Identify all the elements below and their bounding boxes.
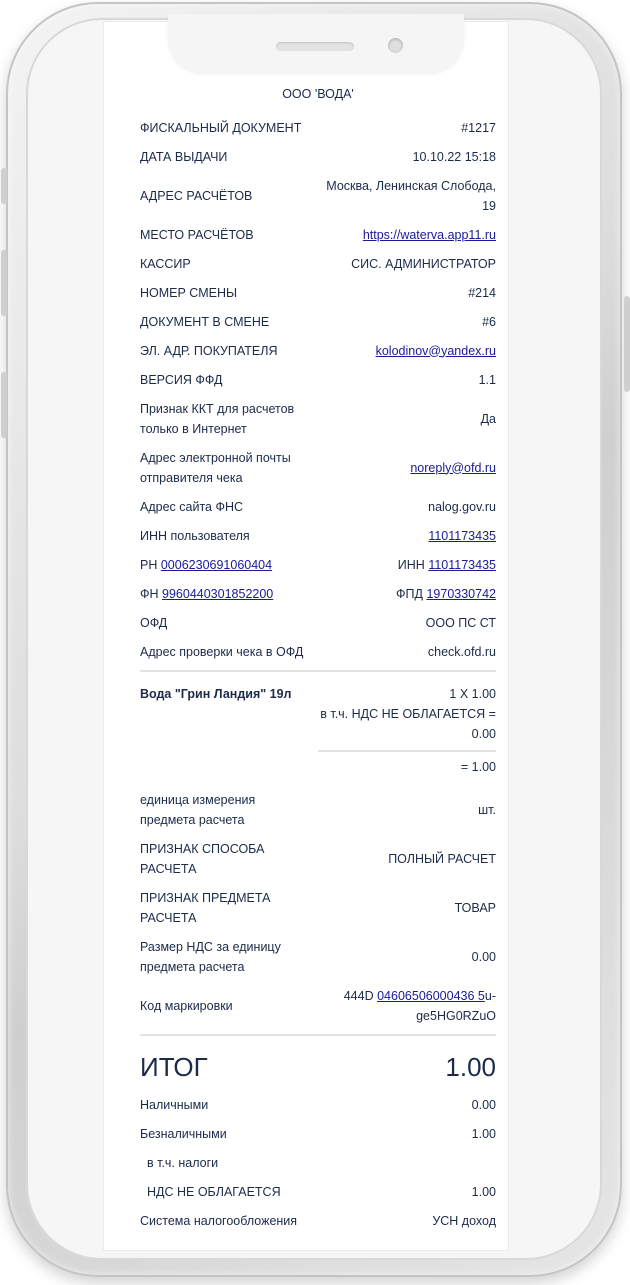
item-name: Вода "Грин Ландия" 19л [140,687,292,701]
label: Адрес сайта ФНС [140,499,244,514]
row-ofd-check [140,637,496,666]
side-button-left-3 [1,372,7,438]
row-subject-type [140,883,496,932]
row-shift-number [140,278,496,307]
total-row [140,1036,496,1098]
front-camera [388,38,403,53]
value: #214 [468,285,496,300]
value: check.ofd.ru [427,644,496,659]
row-unit [140,785,496,834]
row-tax-system [140,1206,496,1235]
row-vat-per-unit [140,932,496,981]
marking-code-rest: u-ge5HG0RZuO [416,988,496,1023]
row-vat-exempt [140,1177,496,1206]
label: Система налогообложения [140,1213,298,1228]
rn-link[interactable]: 0006230691060404 [160,557,273,572]
item-subtotal-row [140,752,496,781]
marking-code-link[interactable]: 04606506000436 5 [377,988,485,1003]
item-subtotal: = 1.00 [460,759,496,774]
value: 0.00 [471,1097,496,1112]
label: Адрес электронной почты отправителя чека [140,450,291,485]
inn-link[interactable]: 1101173435 [428,557,496,572]
label: ЭЛ. АДР. ПОКУПАТЕЛЯ [140,343,278,358]
taxes-label: в т.ч. налоги [147,1155,219,1170]
label: единица измерения предмета расчета [140,792,256,827]
user-inn-link[interactable]: 1101173435 [428,528,496,543]
buyer-email-link[interactable]: kolodinov@yandex.ru [375,343,496,358]
value: шт. [478,802,496,817]
phone-notch [168,14,464,72]
fpd-link[interactable]: 1970330742 [426,586,496,601]
label: Признак ККТ для расчетов только в Интернет [140,401,295,436]
value: ТОВАР [454,900,496,915]
total-value: 1.00 [445,1051,496,1082]
value: 1.00 [471,1126,496,1141]
row-issue-date [140,142,496,171]
label: АДРЕС РАСЧЁТОВ [140,188,253,203]
row-fiscal-document [140,113,496,142]
value: 1.00 [471,1184,496,1199]
value: 10.10.22 15:18 [412,149,496,164]
total-label: ИТОГ [140,1051,208,1082]
label: ФИСКАЛЬНЫЙ ДОКУМЕНТ [140,120,302,135]
row-ffd-version [140,365,496,394]
label: Код маркировки [140,998,233,1013]
receipt [140,84,496,1235]
label: Адрес проверки чека в ОФД [140,644,304,659]
row-settlement-address [140,171,496,220]
value: #1217 [461,120,496,135]
label: ВЕРСИЯ ФФД [140,372,223,387]
row-internet-kkt [140,394,496,443]
side-button-left-2 [1,250,7,316]
rn-label: РН [140,557,158,572]
row-user-inn [140,521,496,550]
value: 0.00 [471,949,496,964]
value: nalog.gov.ru [428,499,496,514]
row-sender-email [140,443,496,492]
value: Да [480,411,496,426]
label: Размер НДС за единицу предмета расчета [140,939,281,974]
row-rn-inn [140,550,496,579]
label: ДОКУМЕНТ В СМЕНЕ [140,314,270,329]
label: ИНН пользователя [140,528,250,543]
row-settlement-place [140,220,496,249]
speaker-grille [276,42,354,51]
label: МЕСТО РАСЧЁТОВ [140,227,254,242]
row-marking-code [140,981,496,1030]
row-ofd [140,608,496,637]
label: ПРИЗНАК СПОСОБА РАСЧЕТА [140,841,265,876]
value: СИС. АДМИНИСТРАТОР [351,256,496,271]
fn-label: ФН [140,586,159,601]
row-taxes-label [140,1148,496,1177]
sender-email-link[interactable]: noreply@ofd.ru [410,460,496,475]
label: НДС НЕ ОБЛАГАЕТСЯ [147,1184,281,1199]
label: Наличными [140,1097,209,1112]
value: ООО ПС СТ [425,615,496,630]
label: ОФД [140,615,168,630]
row-document-in-shift [140,307,496,336]
row-fns-site [140,492,496,521]
row-payment-method [140,834,496,883]
fn-link[interactable]: 9960440301852200 [162,586,274,601]
phone-screen [104,22,508,1250]
value: Москва, Ленинская Слобода, 19 [326,178,496,213]
item-qty-price: 1 X 1.00 [449,687,496,701]
item-vat-note: в т.ч. НДС НЕ ОБЛАГАЕТСЯ = 0.00 [320,707,496,741]
value: #6 [482,314,496,329]
inn-label: ИНН [397,557,425,572]
item-row [140,684,496,744]
row-fn-fpd [140,579,496,608]
value: 1.1 [478,372,496,387]
value: ПОЛНЫЙ РАСЧЕТ [388,851,496,866]
label: НОМЕР СМЕНЫ [140,285,238,300]
divider [140,670,496,672]
label: Безналичными [140,1126,227,1141]
company-name: ООО 'ВОДА' [282,87,354,101]
label: ПРИЗНАК ПРЕДМЕТА РАСЧЕТА [140,890,271,925]
side-button-right [624,296,630,392]
row-buyer-email [140,336,496,365]
row-cash [140,1090,496,1119]
value: УСН доход [432,1213,496,1228]
settlement-place-link[interactable]: https://waterva.app11.ru [362,227,496,242]
row-cashier [140,249,496,278]
side-button-left-1 [1,168,7,204]
fpd-label: ФПД [396,586,423,601]
marking-prefix: 444D [343,988,374,1003]
label: КАССИР [140,256,191,271]
label: ДАТА ВЫДАЧИ [140,149,228,164]
row-cashless [140,1119,496,1148]
